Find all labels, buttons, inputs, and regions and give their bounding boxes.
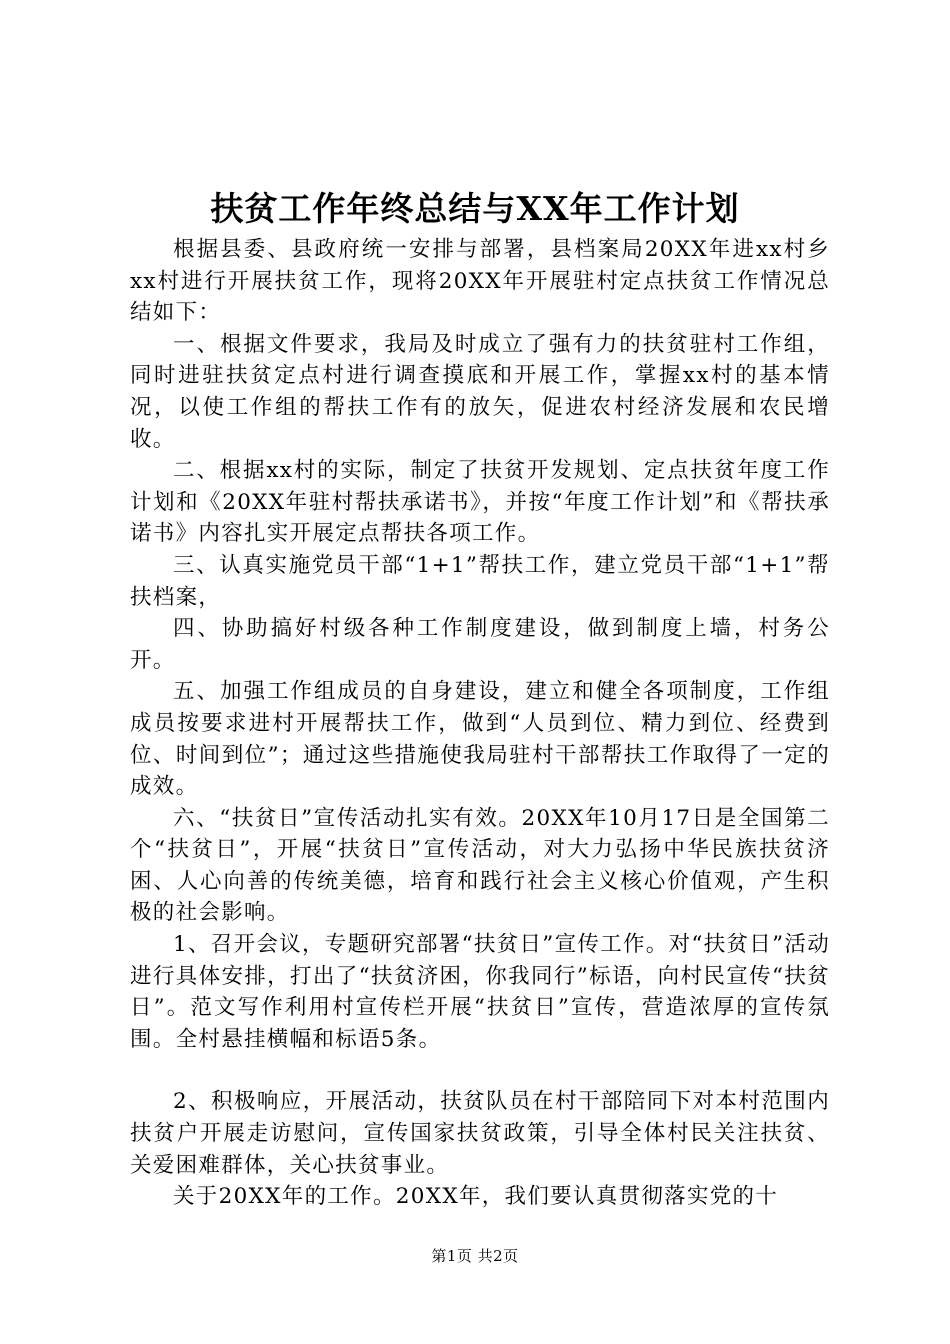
paragraph-intro: 根据县委、县政府统一安排与部署，县档案局20XX年进xx村乡xx村进行开展扶贫工作，现将20XX年开展驻村定点扶贫工作情况总结如下： [130,237,830,326]
document-title: 扶贫工作年终总结与XX年工作计划 [210,189,740,228]
paragraph-item-2: 二、根据xx村的实际，制定了扶贫开发规划、定点扶贫年度工作计划和《20XX年驻村帮扶承诺书》，并按“年度工作计划”和《帮扶承诺书》内容扎实开展定点帮扶各项工作。 [130,458,830,547]
paragraph-next-year: 关于20XX年的工作。20XX年，我们要认真贯彻落实党的十 [173,1184,779,1210]
paragraph-item-3: 三、认真实施党员干部“1+1”帮扶工作，建立党员干部“1+1”帮扶档案， [130,552,830,610]
paragraph-item-5: 五、加强工作组成员的自身建设，建立和健全各项制度，工作组成员按要求进村开展帮扶工作，做到“人员到位、精力到位、经费到位、时间到位”；通过这些措施使我局驻村干部帮扶工作取得了一定的成效。 [130,679,830,800]
paragraph-item-1: 一、根据文件要求，我局及时成立了强有力的扶贫驻村工作组，同时进驻扶贫定点村进行调查摸底和开展工作，掌握xx村的基本情况，以使工作组的帮扶工作有的放矢，促进农村经济发展和农民增收。 [130,331,830,452]
page-footer: 第1页 共2页 [431,1247,519,1265]
paragraph-subitem-2: 2、积极响应，开展活动，扶贫队员在村干部陪同下对本村范围内扶贫户开展走访慰问，宣传国家扶贫政策，引导全体村民关注扶贫、关爱困难群体，关心扶贫事业。 [130,1089,830,1178]
document-body [130,234,830,1213]
paragraph-item-6: 六、“扶贫日”宣传活动扎实有效。20XX年10月17日是全国第二个“扶贫日”，开展“扶贫日”宣传活动，对大力弘扬中华民族扶贫济困、人心向善的传统美德，培育和践行社会主义核心价值观，产生积极的社会影响。 [130,805,830,926]
paragraph-subitem-1: 1、召开会议，专题研究部署“扶贫日”宣传工作。对“扶贫日”活动进行具体安排，打出了“扶贫济困，你我同行”标语，向村民宣传“扶贫日”。范文写作利用村宣传栏开展“扶贫日”宣传，营造浓厚的宣传氛围。全村悬挂横幅和标语5条。 [130,932,830,1052]
paragraph-item-4: 四、协助搞好村级各种工作制度建设，做到制度上墙，村务公开。 [130,616,830,673]
